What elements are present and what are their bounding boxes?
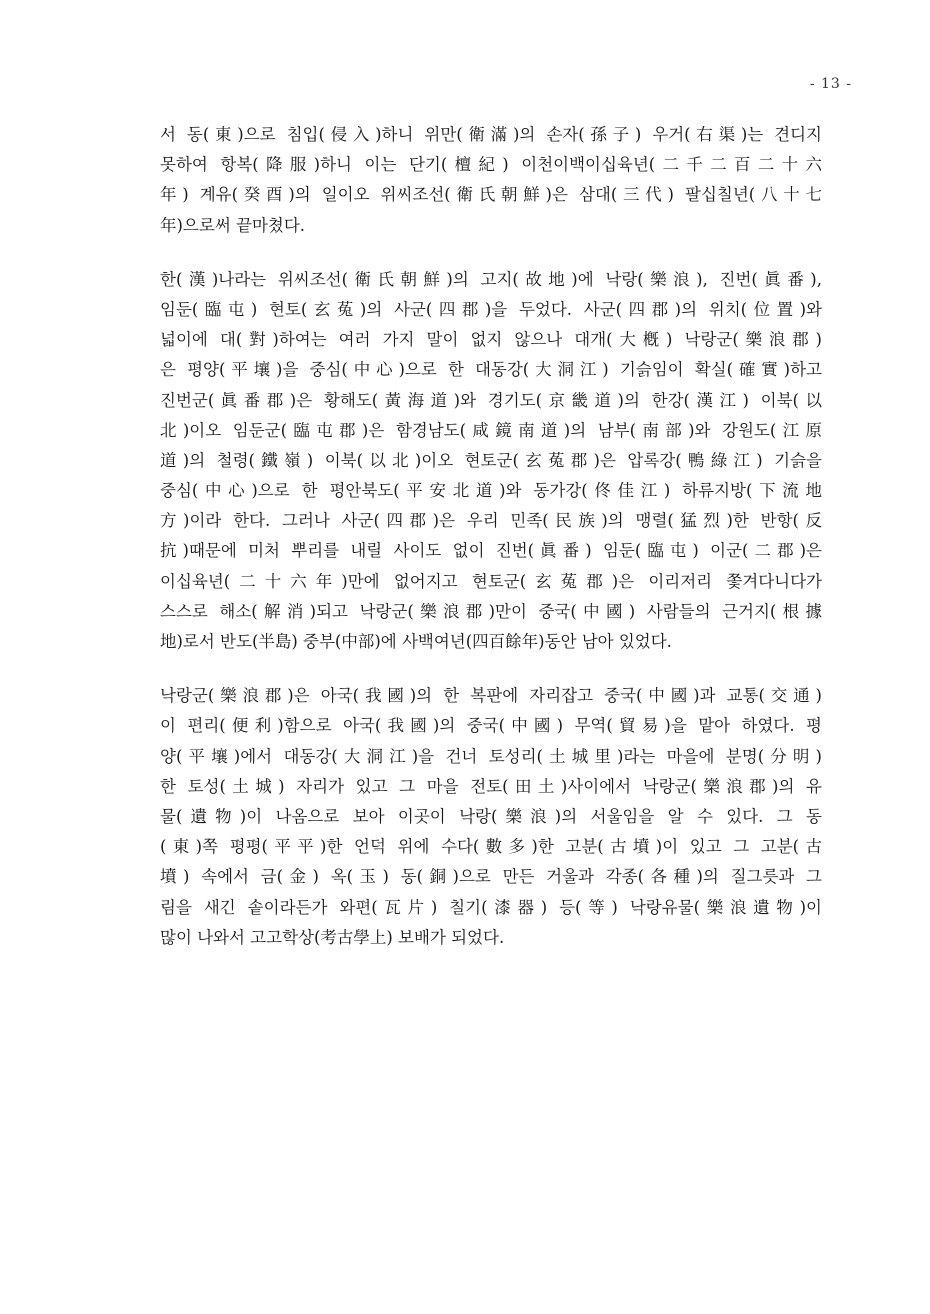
text-line: 양(平壤)에서 대동강(大洞江)을 건너 토성리(土城里)라는 마을에 분명(分明)	[160, 746, 822, 766]
text-line: 한 토성(土城) 자리가 있고 그 마을 전토(田土)사이에서 낙랑군(樂浪郡)의 유	[160, 776, 822, 796]
text-line: 이 편리(便利)함으로 아국(我國)의 중국(中國) 무역(貿易)을 맡아 하였다. 평	[160, 716, 822, 736]
text-line: 한(漢)나라는 위씨조선(衛氏朝鮮)의 고지(故地)에 낙랑(樂浪), 진번(眞番),	[160, 269, 822, 289]
text-line: 많이 나와서 고고학상(考古學上) 보배가 되었다.	[160, 927, 505, 947]
text-line: (東)쪽 평평(平平)한 언덕 위에 수다(數多)한 고분(古墳)이 있고 그 고분(古	[160, 837, 822, 857]
page-number: - 13 -	[809, 76, 852, 92]
text-line: 낙랑군(樂浪郡)은 아국(我國)의 한 복판에 자리잡고 중국(中國)과 교통(交通)	[160, 686, 822, 706]
text-line: 道)의 철령(鐵嶺) 이북(以北)이오 현토군(玄菟郡)은 압록강(鴨綠江) 기슭을	[160, 450, 822, 470]
text-line: 은 평양(平壤)을 중심(中心)으로 한 대동강(大洞江) 기슭임이 확실(確實)하고	[160, 360, 822, 380]
text-line: 림을 새긴 솥이라든가 와편(瓦片) 칠기(漆器) 등(等) 낙랑유물(樂浪遺物)이	[160, 897, 822, 917]
document-body	[160, 120, 822, 977]
text-line: 墳) 속에서 금(金) 옥(玉) 동(銅)으로 만든 거울과 각종(各種)의 질그릇과 그	[160, 867, 822, 887]
paragraph-3	[160, 681, 822, 953]
text-line: 地)로서 반도(半島) 중부(中部)에 사백여년(四百餘年)동안 남아 있었다.	[160, 632, 672, 651]
text-line: 물(遺物)이 나옴으로 보아 이곳이 낙랑(樂浪)의 서울임을 알 수 있다. 그 동	[160, 806, 822, 826]
text-line: 年)으로써 끝마쳤다.	[160, 215, 305, 235]
text-line: 못하여 항복(降服)하니 이는 단기(檀紀) 이천이백이십육년(二千二百二十六	[160, 155, 822, 175]
text-line: 넓이에 대(對)하여는 여러 가지 말이 없지 않으나 대개(大槪) 낙랑군(樂浪郡)	[160, 330, 822, 350]
text-line: 抗)때문에 미처 뿌리를 내릴 사이도 없이 진번(眞番) 임둔(臨屯) 이군(二郡)은	[160, 541, 822, 561]
paragraph-2	[160, 265, 822, 657]
text-line: 중심(中心)으로 한 평안북도(平安北道)와 동가강(佟佳江) 하류지방(下流地	[160, 481, 822, 501]
text-line: 스스로 해소(解消)되고 낙랑군(樂浪郡)만이 중국(中國) 사람들의 근거지(根據	[160, 601, 822, 621]
text-line: 서 동(東)으로 침입(侵入)하니 위만(衛滿)의 손자(孫子) 우거(右渠)는 견디지	[160, 125, 822, 144]
text-line: 方)이라 한다. 그러나 사군(四郡)은 우리 민족(民族)의 맹렬(猛烈)한 반항(反	[160, 511, 822, 531]
text-line: 北)이오 임둔군(臨屯郡)은 함경남도(咸鏡南道)의 남부(南部)와 강원도(江原	[160, 420, 822, 440]
text-line: 이십육년(二十六年)만에 없어지고 현토군(玄菟郡)은 이리저리 쫓겨다니다가	[160, 571, 822, 591]
text-line: 年) 계유(癸酉)의 일이오 위씨조선(衛氏朝鮮)은 삼대(三代) 팔십칠년(八十七	[160, 185, 822, 205]
text-line: 임둔(臨屯) 현토(玄菟)의 사군(四郡)을 두었다. 사군(四郡)의 위치(位置)와	[160, 299, 822, 319]
paragraph-1	[160, 120, 822, 241]
text-line: 진번군(眞番郡)은 황해도(黃海道)와 경기도(京畿道)의 한강(漢江) 이북(以	[160, 390, 822, 410]
